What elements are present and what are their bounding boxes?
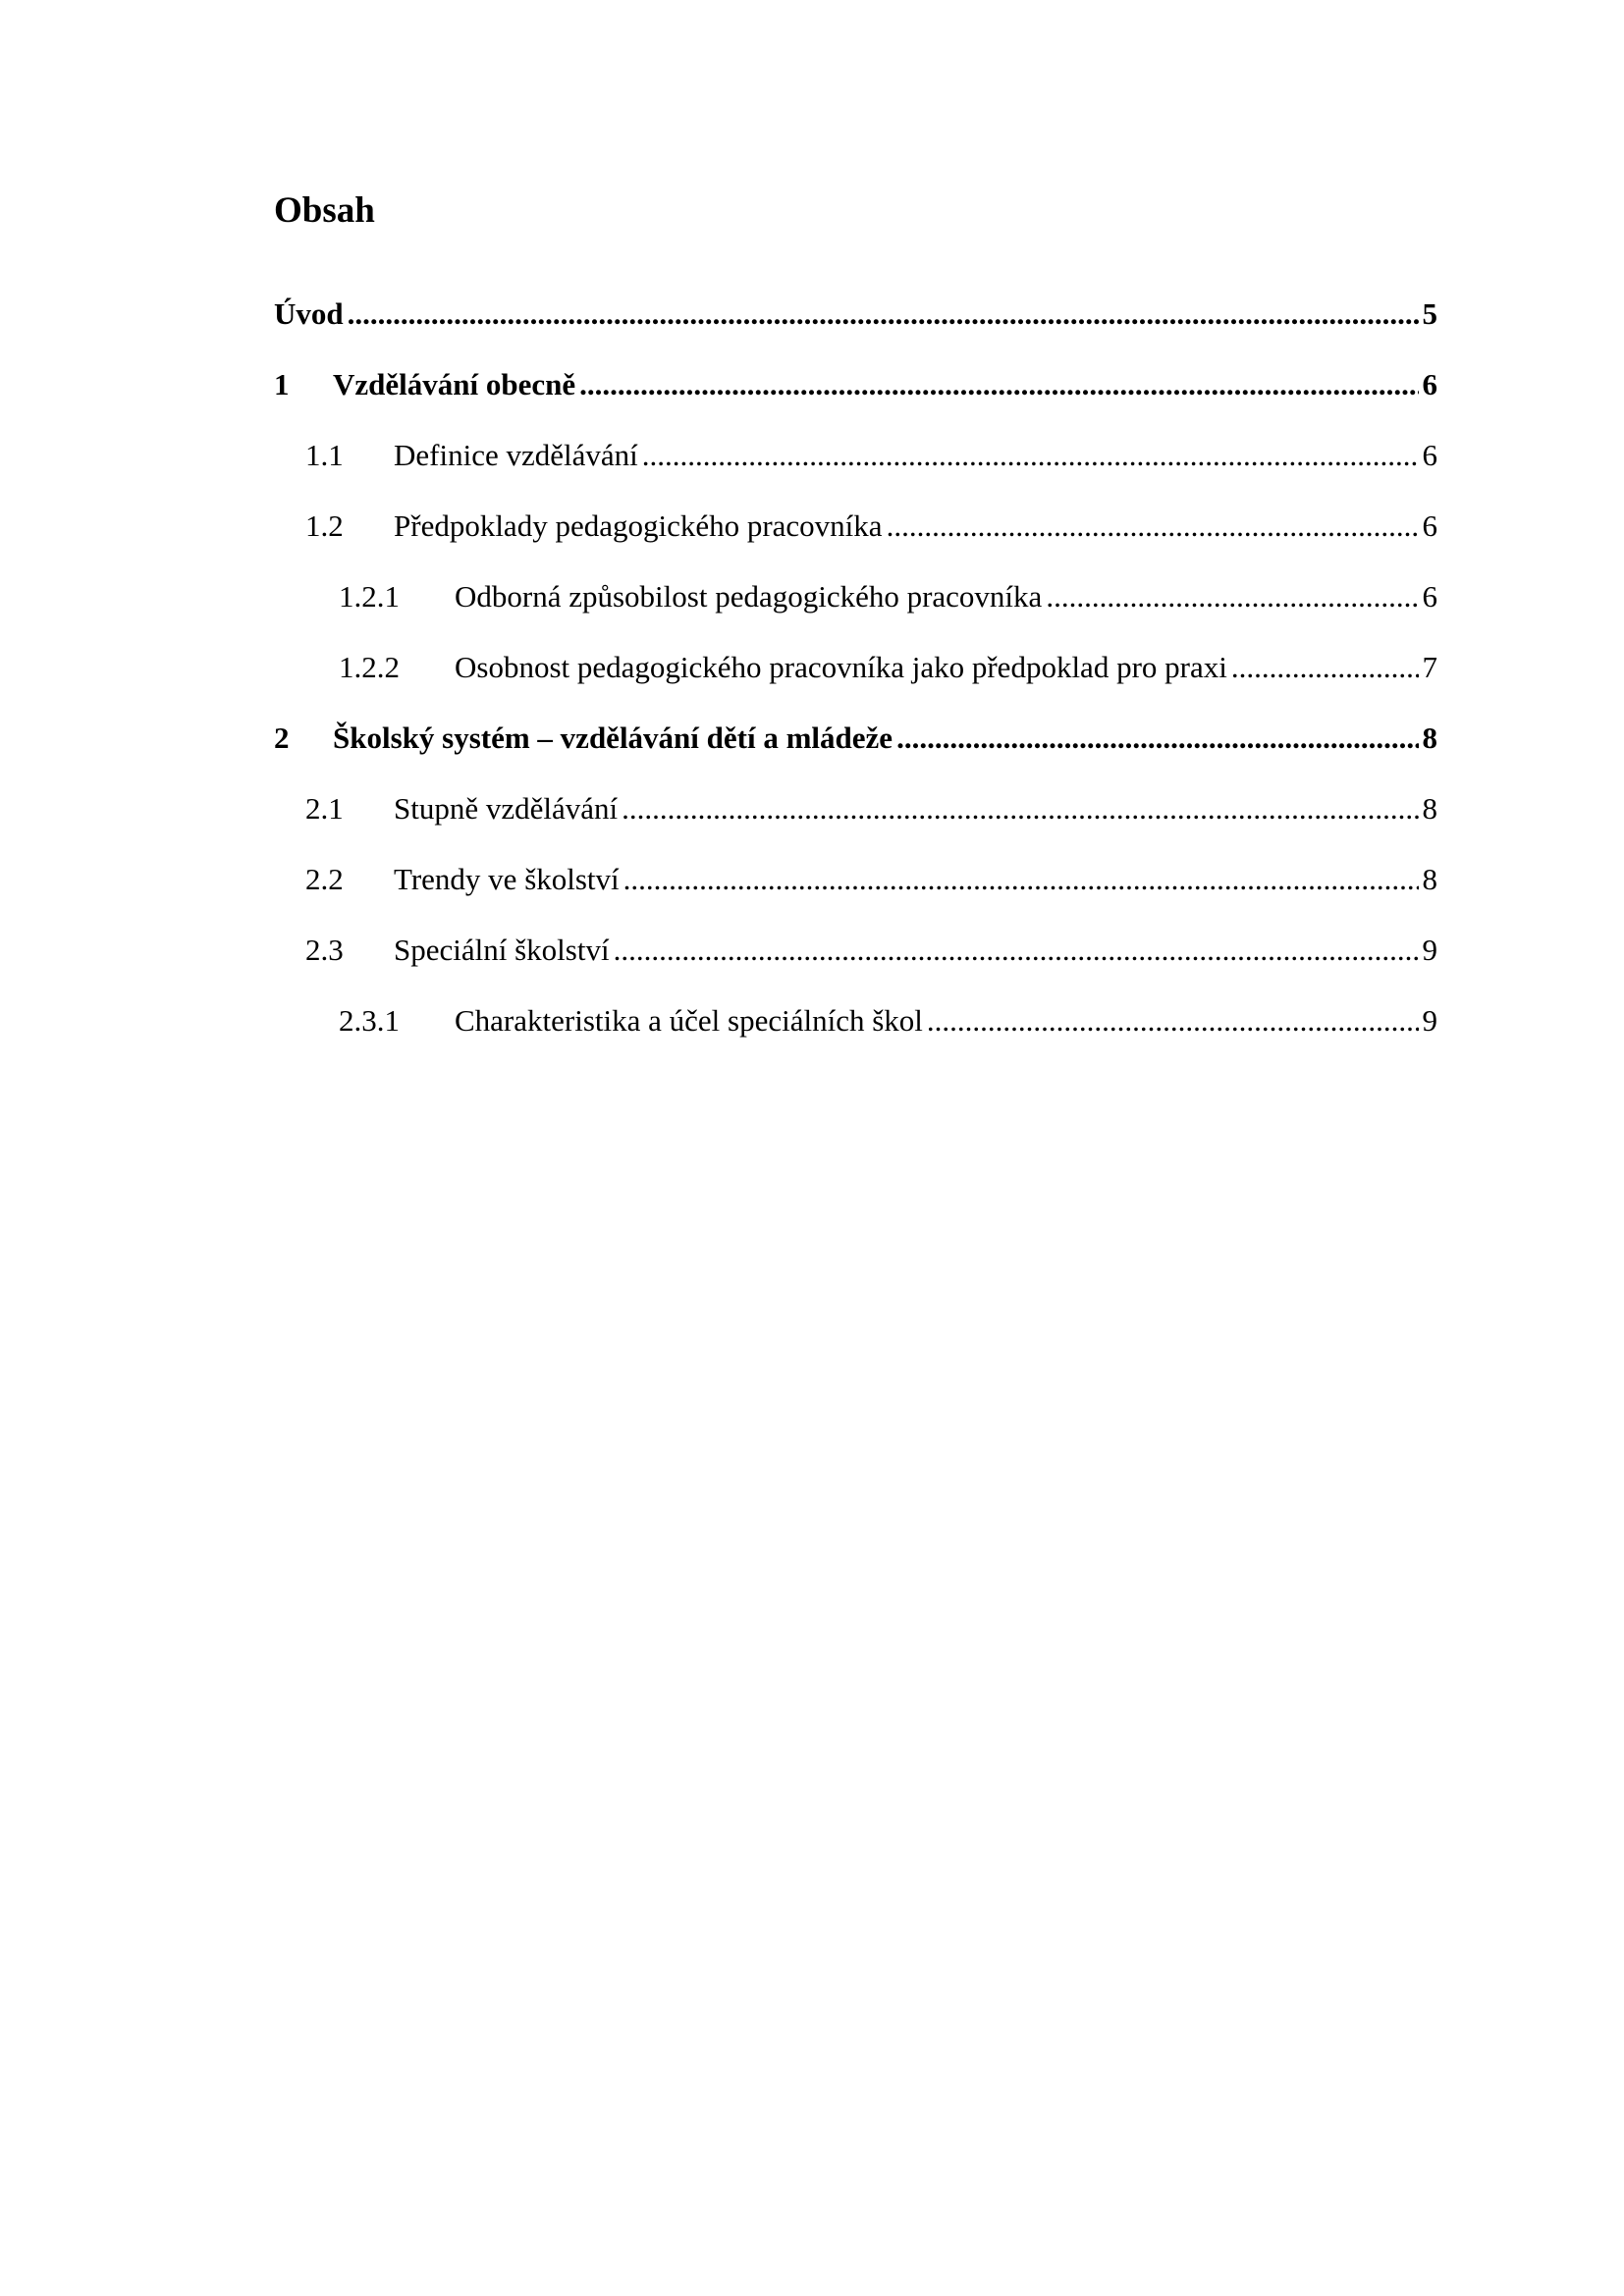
toc-dot-leader — [579, 365, 1418, 404]
toc-entry-title: Předpoklady pedagogického pracovníka — [394, 508, 883, 543]
toc-entry-2-3-1[interactable] — [339, 1001, 1437, 1041]
toc-entry-1-2-1[interactable] — [339, 577, 1437, 616]
toc-entry-number: 2.3 — [305, 933, 344, 967]
toc-entry-page: 6 — [1422, 438, 1437, 472]
toc-entry-page: 8 — [1422, 791, 1437, 826]
toc-entry-page: 6 — [1422, 367, 1437, 401]
toc-entry-uvod[interactable] — [274, 294, 1437, 334]
toc-entry-number: 1.1 — [305, 438, 344, 472]
toc-entry-1-2-2[interactable] — [339, 648, 1437, 687]
toc-entry-2-2[interactable] — [305, 860, 1437, 899]
toc-dot-leader — [348, 294, 1419, 334]
toc-entry-page: 8 — [1422, 721, 1437, 755]
toc-entry-number: 1.2 — [305, 508, 344, 543]
toc-entry-title: Odborná způsobilost pedagogického pracovníka — [455, 579, 1043, 614]
toc-dot-leader — [614, 931, 1419, 970]
toc-entry-page: 5 — [1422, 296, 1437, 331]
toc-dot-leader — [896, 719, 1418, 758]
toc-entry-title: Školský systém – vzdělávání dětí a mládeže — [333, 721, 893, 755]
page-title: Obsah — [274, 190, 375, 231]
toc-dot-leader — [887, 507, 1419, 546]
toc-entry-title: Trendy ve školství — [394, 862, 620, 896]
toc-entry-page: 6 — [1422, 579, 1437, 614]
toc-entry-page: 9 — [1422, 1003, 1437, 1038]
toc-entry-title: Vzdělávání obecně — [333, 367, 576, 401]
toc-entry-number: 1 — [274, 367, 290, 401]
toc-entry-page: 8 — [1422, 862, 1437, 896]
toc-dot-leader — [642, 436, 1419, 475]
toc-dot-leader — [623, 860, 1419, 899]
toc-entry-number: 2.2 — [305, 862, 344, 896]
toc-entry-1-1[interactable] — [305, 436, 1437, 475]
toc-entry-number: 1.2.2 — [339, 650, 400, 684]
toc-entry-title: Úvod — [274, 296, 344, 331]
toc-entry-2[interactable] — [274, 719, 1437, 758]
toc-dot-leader — [622, 789, 1418, 828]
toc-dot-leader — [927, 1001, 1419, 1041]
toc-entry-title: Definice vzdělávání — [394, 438, 638, 472]
toc-entry-page: 9 — [1422, 933, 1437, 967]
toc-entry-title: Osobnost pedagogického pracovníka jako předpoklad pro praxi — [455, 650, 1227, 684]
toc-entry-number: 1.2.1 — [339, 579, 400, 614]
toc-dot-leader — [1046, 577, 1418, 616]
toc-entry-2-3[interactable] — [305, 931, 1437, 970]
toc-entry-number: 2 — [274, 721, 290, 755]
toc-entry-1[interactable] — [274, 365, 1437, 404]
toc-entry-page: 7 — [1422, 650, 1437, 684]
toc-entry-number: 2.3.1 — [339, 1003, 400, 1038]
toc-entry-title: Stupně vzdělávání — [394, 791, 619, 826]
toc-entry-2-1[interactable] — [305, 789, 1437, 828]
toc-dot-leader — [1231, 648, 1419, 687]
toc-entry-number: 2.1 — [305, 791, 344, 826]
toc-entry-1-2[interactable] — [305, 507, 1437, 546]
toc-entry-page: 6 — [1422, 508, 1437, 543]
toc-entry-title: Charakteristika a účel speciálních škol — [455, 1003, 923, 1038]
toc-entry-title: Speciální školství — [394, 933, 610, 967]
